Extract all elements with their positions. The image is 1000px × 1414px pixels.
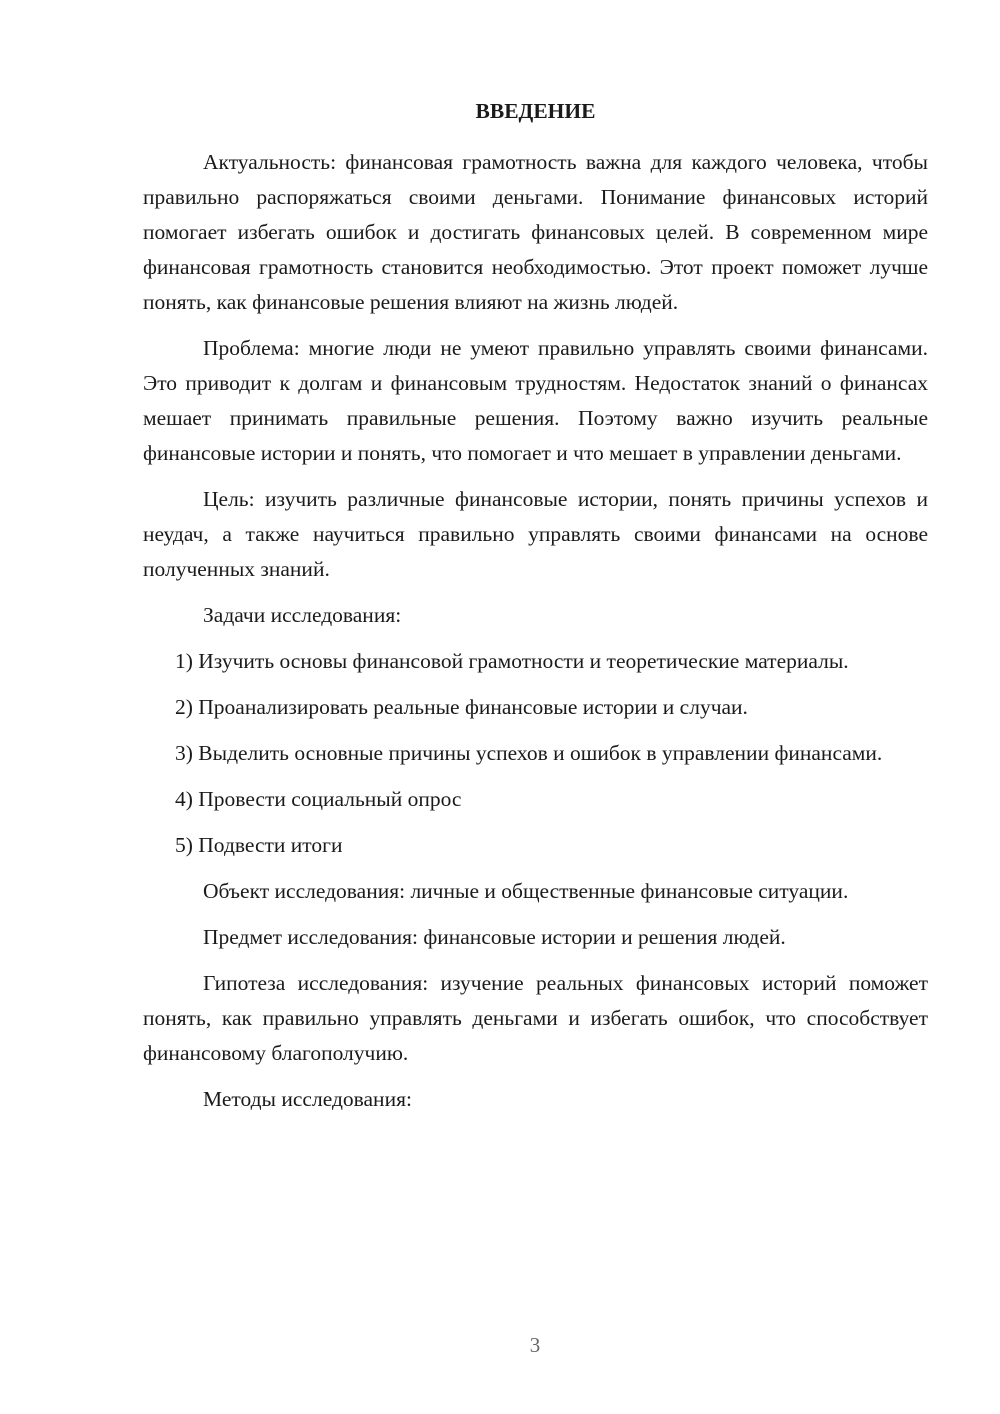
task-item-3: 3) Выделить основные причины успехов и ошибок в управлении финансами. <box>175 741 883 765</box>
paragraph-tasks-title: Задачи исследования: <box>203 603 402 627</box>
task-item-2: 2) Проанализировать реальные финансовые истории и случаи. <box>175 695 748 719</box>
paragraph-problem: Проблема: многие люди не умеют правильно управлять своими финансами. Это приводит к долгам и финансовым трудностям. Недостаток знаний о финансах мешает принимать правильные решения. Поэтому важно изучить реальные финансовые истории и понять, что помогает и что мешает в управлении деньгами. <box>143 336 928 465</box>
paragraph-object: Объект исследования: личные и общественные финансовые ситуации. <box>203 879 849 903</box>
paragraph-hypothesis: Гипотеза исследования: изучение реальных финансовых историй поможет понять, как правильно управлять деньгами и избегать ошибок, что способствует финансовому благополучию. <box>143 971 928 1065</box>
task-item-1: 1) Изучить основы финансовой грамотности и теоретические материалы. <box>175 649 849 673</box>
page-number: 3 <box>529 1333 541 1357</box>
paragraph-relevance: Актуальность: финансовая грамотность важна для каждого человека, чтобы правильно распоряжаться своими деньгами. Понимание финансовых историй помогает избегать ошибок и достигать финансовых целей. В современном мире финансовая грамотность становится необходимостью. Этот проект поможет лучше понять, как финансовые решения влияют на жизнь людей. <box>143 150 928 314</box>
paragraph-methods: Методы исследования: <box>203 1087 412 1111</box>
task-item-5: 5) Подвести итоги <box>175 833 343 857</box>
document-body <box>143 94 928 1128</box>
section-heading: ВВЕДЕНИЕ <box>475 99 596 123</box>
paragraph-subject: Предмет исследования: финансовые истории и решения людей. <box>203 925 786 949</box>
paragraph-goal: Цель: изучить различные финансовые истории, понять причины успехов и неудач, а также научиться правильно управлять своими финансами на основе полученных знаний. <box>143 487 928 581</box>
task-item-4: 4) Провести социальный опрос <box>175 787 462 811</box>
